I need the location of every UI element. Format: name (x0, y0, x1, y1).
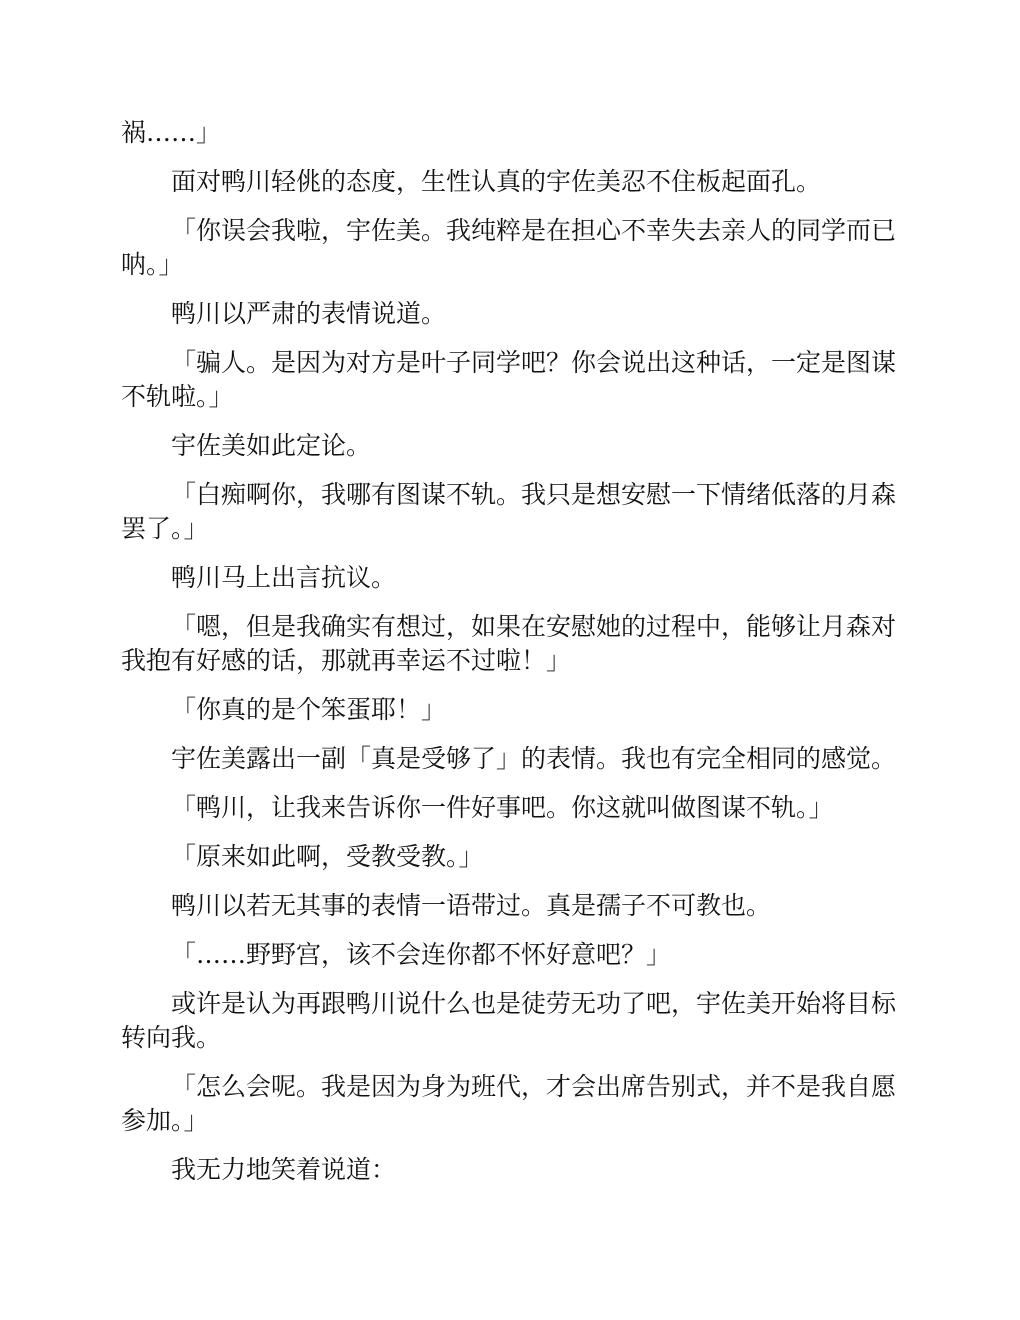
paragraph: 「鸭川，让我来告诉你一件好事吧。你这就叫做图谋不轨。」 (171, 793, 834, 822)
paragraph: 祸……」 (121, 118, 222, 147)
paragraph: 「原来如此啊，受教受教。」 (171, 842, 484, 871)
paragraph: 「你误会我啦，宇佐美。我纯粹是在担心不幸失去亲人的同学而已呐。」 (121, 216, 897, 279)
paragraph: 「白痴啊你，我哪有图谋不轨。我只是想安慰一下情绪低落的月森罢了。」 (121, 480, 897, 543)
paragraph: 「嗯，但是我确实有想过，如果在安慰她的过程中，能够让月森对我抱有好感的话，那就再幸运不过啦！」 (121, 612, 897, 675)
paragraph: 「怎么会呢。我是因为身为班代，才会出席告别式，并不是我自愿参加。」 (121, 1072, 897, 1135)
paragraph: 宇佐美如此定论。 (171, 431, 372, 460)
paragraph: 「你真的是个笨蛋耶！」 (171, 695, 447, 724)
paragraph: 鸭川以严肃的表情说道。 (171, 299, 447, 328)
paragraph: 「骗人。是因为对方是叶子同学吧？你会说出这种话，一定是图谋不轨啦。」 (121, 348, 897, 411)
paragraph: 「……野野宫，该不会连你都不怀好意吧？」 (171, 940, 672, 969)
paragraph: 宇佐美露出一副「真是受够了」的表情。我也有完全相同的感觉。 (171, 744, 897, 773)
paragraph: 鸭川马上出言抗议。 (171, 563, 397, 592)
body-text (121, 116, 903, 1202)
paragraph: 面对鸭川轻佻的态度，生性认真的宇佐美忍不住板起面孔。 (171, 167, 822, 196)
paragraph: 鸭川以若无其事的表情一语带过。真是孺子不可教也。 (171, 891, 772, 920)
paragraph: 或许是认为再跟鸭川说什么也是徒劳无功了吧，宇佐美开始将目标转向我。 (121, 989, 897, 1052)
paragraph: 我无力地笑着说道： (171, 1155, 397, 1184)
